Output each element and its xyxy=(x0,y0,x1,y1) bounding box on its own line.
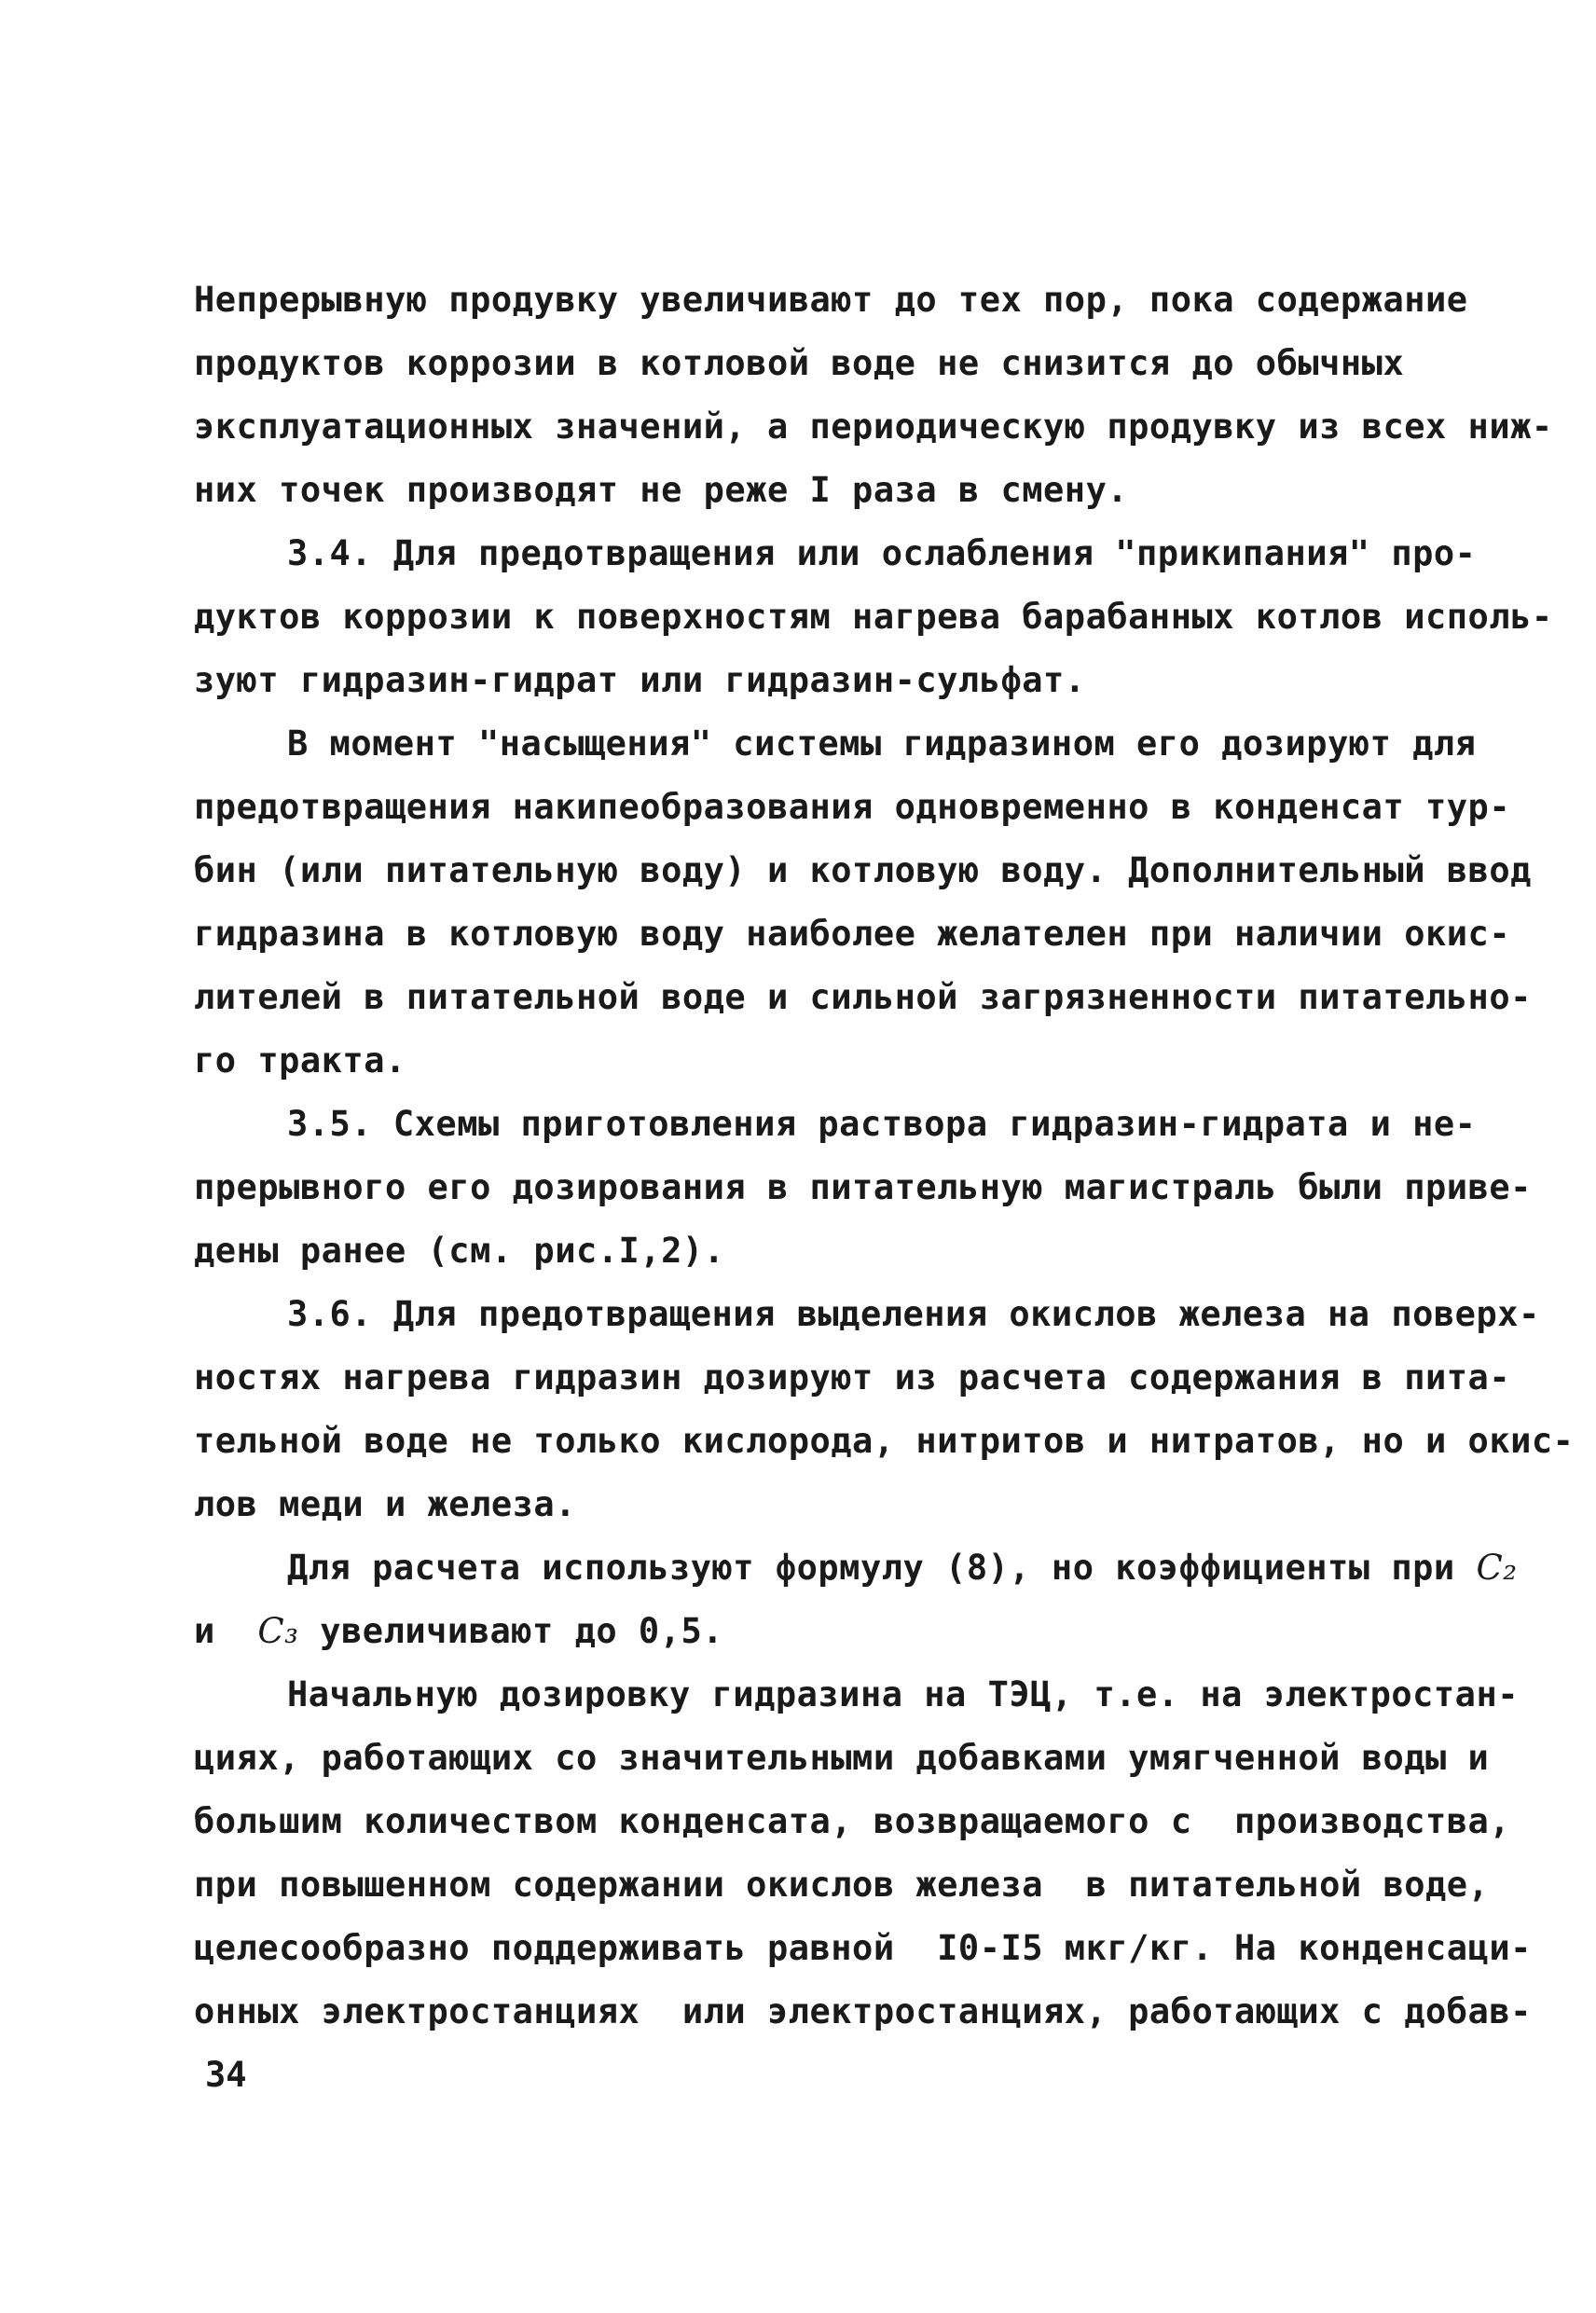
paragraph-1 xyxy=(194,268,1553,522)
text-line xyxy=(194,1536,1518,1600)
text-line xyxy=(194,1600,1443,1663)
text-line: продуктов коррозии в котловой воде не снизится до обычных xyxy=(194,343,1405,383)
text-line: большим количеством конденсата, возвращаемого с производства, xyxy=(194,1801,1511,1841)
text-line: предотвращения накипеобразования одновременно в конденсат тур- xyxy=(194,787,1511,827)
text-line: Начальную дозировку гидразина на ТЭЦ, т.е. на электростан- xyxy=(287,1674,1520,1714)
paragraph-3-6 xyxy=(194,1283,1575,1536)
text-line: онных электростанциях или электростанциях, работающих с добав- xyxy=(194,1991,1532,2031)
text-line: Непрерывную продувку увеличивают до тех пор, пока содержание xyxy=(194,280,1468,320)
text-line: гидразина в котловую воду наиболее желателен при наличии окис- xyxy=(194,914,1511,954)
text-line: бин (или питательную воду) и котловую воду. Дополнительный ввод xyxy=(194,850,1532,890)
formula-variable-c3: C₃ xyxy=(257,1611,299,1651)
formula-prefix: и xyxy=(194,1611,258,1651)
text-line: го тракта. xyxy=(194,1040,406,1081)
text-line: 3.6. Для предотвращения выделения окислов железа на поверх- xyxy=(287,1294,1540,1334)
text-line: тельной воде не только кислорода, нитритов и нитратов, но и окис- xyxy=(194,1421,1575,1461)
text-line: 3.4. Для предотвращения или ослабления "прикипания" про- xyxy=(287,533,1477,573)
paragraph-3-4 xyxy=(194,522,1553,712)
text-line: 3.5. Схемы приготовления раствора гидразин-гидрата и не- xyxy=(287,1104,1477,1144)
text-line: прерывного его дозирования в питательную магистраль были приве- xyxy=(194,1167,1532,1207)
paragraph-saturation xyxy=(194,712,1532,1093)
text-line: ностях нагрева гидразин дозируют из расчета содержания в пита- xyxy=(194,1357,1511,1397)
text-line: лителей в питательной воде и сильной загрязненности питательно- xyxy=(194,977,1532,1017)
formula-suffix: увеличивают до 0,5. xyxy=(298,1611,724,1651)
text-line: целесообразно поддерживать равной I0-I5 мкг/кг. На конденсаци- xyxy=(194,1928,1532,1968)
formula-text: Для расчета используют формулу (8), но коэффициенты при xyxy=(287,1548,1477,1588)
text-line: В момент "насыщения" системы гидразином его дозируют для xyxy=(287,723,1477,764)
text-line: циях, работающих со значительными добавками умягченной воды и xyxy=(194,1738,1490,1778)
text-line: дены ранее (см. рис.I,2). xyxy=(194,1231,725,1271)
paragraph-formula xyxy=(194,1536,1518,1663)
body-text xyxy=(194,268,1575,2044)
paragraph-3-5 xyxy=(194,1093,1532,1283)
text-line: эксплуатационных значений, а периодическую продувку из всех ниж- xyxy=(194,406,1553,447)
text-line: дуктов коррозии к поверхностям нагрева барабанных котлов исполь- xyxy=(194,597,1553,637)
text-line: лов меди и железа. xyxy=(194,1484,576,1524)
text-line: них точек производят не реже I раза в смену. xyxy=(194,470,1129,510)
page-number: 34 xyxy=(205,2055,247,2095)
text-line: при повышенном содержании окислов железа в питательной воде, xyxy=(194,1865,1490,1905)
text-line: зуют гидразин-гидрат или гидразин-сульфат. xyxy=(194,660,1086,700)
formula-variable-c2: C₂ xyxy=(1476,1548,1518,1588)
paragraph-dosing xyxy=(194,1663,1532,2044)
